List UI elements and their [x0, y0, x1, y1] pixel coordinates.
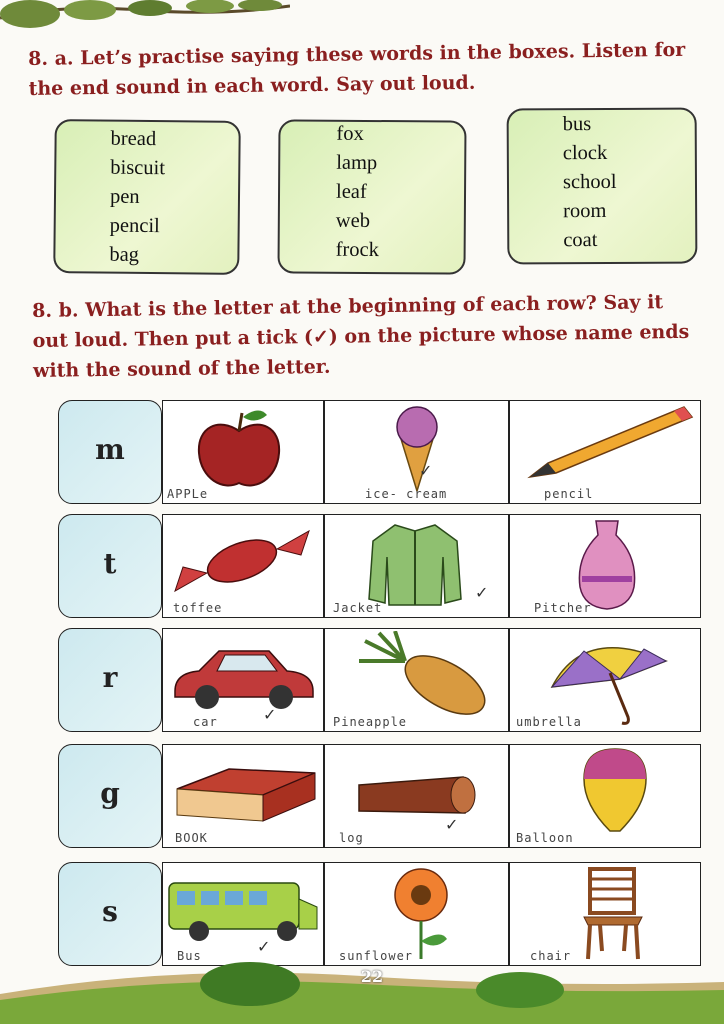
vase-icon — [572, 517, 642, 613]
handwritten-label: car — [193, 715, 218, 729]
tick-mark: ✓ — [257, 937, 271, 956]
word: bag — [109, 243, 140, 266]
bus-icon — [165, 877, 321, 947]
instruction-line: the end sound in each word. Say out loud. — [28, 71, 476, 100]
book-icon — [169, 749, 319, 829]
handwritten-label: Pitcher — [534, 601, 592, 615]
picture-cell[interactable] — [324, 514, 509, 618]
word: biscuit — [110, 156, 166, 180]
picture-cell[interactable] — [162, 400, 324, 504]
row-letter: s — [102, 895, 118, 928]
picture-cell[interactable] — [162, 514, 324, 618]
word: fox — [336, 122, 364, 145]
pineapple-icon — [355, 631, 495, 721]
word: bread — [110, 127, 157, 151]
handwritten-label: ice- cream — [365, 487, 448, 501]
word: leaf — [335, 180, 367, 203]
picture-cell[interactable] — [324, 744, 509, 848]
handwritten-label: Bus — [177, 949, 202, 963]
grass-decoration — [0, 954, 724, 1024]
picture-cell[interactable] — [509, 514, 701, 618]
handwritten-label: BOOK — [175, 831, 208, 845]
picture-cell[interactable] — [509, 862, 701, 966]
picture-cell[interactable] — [162, 862, 324, 966]
picture-cell[interactable] — [509, 744, 701, 848]
word: room — [563, 199, 607, 223]
tree-branch-decoration — [0, 0, 290, 36]
exercise-row — [58, 744, 702, 848]
handwritten-label: APPLe — [167, 487, 209, 501]
handwritten-label: Balloon — [516, 831, 574, 845]
instruction-line: 8. b. What is the letter at the beginning of each row? Say it — [32, 291, 664, 322]
handwritten-label: sunflower — [339, 949, 414, 963]
handwritten-label: pencil — [544, 487, 594, 501]
instruction-line: 8. a. Let’s practise saying these words in the boxes. Listen for — [28, 38, 686, 70]
word: coat — [563, 229, 598, 252]
letter-box — [58, 744, 162, 848]
row-letter: m — [95, 433, 125, 466]
pencil-icon — [524, 403, 694, 483]
handwritten-label: Pineapple — [333, 715, 408, 729]
balloon-icon — [580, 745, 650, 841]
picture-cell[interactable] — [509, 628, 701, 732]
word: school — [562, 170, 617, 194]
picture-cell[interactable] — [162, 628, 324, 732]
word: bus — [562, 113, 592, 136]
word-box — [53, 119, 241, 275]
handwritten-label: toffee — [173, 601, 223, 615]
log-icon — [351, 771, 481, 821]
row-letter: r — [102, 661, 118, 694]
page-number: 22 — [360, 967, 384, 986]
exercise-row — [58, 862, 702, 966]
picture-cell[interactable] — [162, 744, 324, 848]
word: pencil — [109, 214, 160, 238]
exercise-row — [58, 400, 702, 504]
instruction-line: out loud. Then put a tick (✓) on the picture whose name ends — [32, 320, 690, 352]
letter-box — [58, 400, 162, 504]
instruction-line: with the sound of the letter. — [32, 355, 331, 382]
letter-box — [58, 628, 162, 732]
exercise-row — [58, 628, 702, 732]
word-box — [507, 108, 698, 265]
tick-mark: ✓ — [445, 815, 459, 834]
umbrella-icon — [544, 631, 674, 727]
handwritten-label: umbrella — [516, 715, 582, 729]
toffee-icon — [167, 521, 317, 601]
tick-mark: ✓ — [263, 705, 277, 724]
picture-cell[interactable] — [324, 628, 509, 732]
handwritten-label: chair — [530, 949, 572, 963]
word: pen — [109, 185, 140, 208]
exercise-row — [58, 514, 702, 618]
section-b-instructions — [32, 287, 690, 386]
car-icon — [169, 643, 319, 713]
tick-mark: ✓ — [475, 583, 489, 602]
ice-cream-icon — [387, 401, 447, 493]
picture-cell[interactable] — [509, 400, 701, 504]
word: frock — [335, 238, 379, 262]
section-a-instructions — [28, 35, 686, 104]
letter-box — [58, 862, 162, 966]
row-letter: g — [100, 777, 120, 810]
word-box — [277, 119, 466, 274]
handwritten-label: Jacket — [333, 601, 383, 615]
picture-cell[interactable] — [324, 400, 509, 504]
handwritten-label: log — [339, 831, 364, 845]
tick-mark: ✓ — [419, 461, 433, 480]
sunflower-icon — [381, 865, 461, 961]
jacket-icon — [365, 517, 465, 609]
word: web — [335, 209, 371, 232]
letter-box — [58, 514, 162, 618]
word: lamp — [336, 151, 378, 175]
row-letter: t — [103, 547, 117, 580]
word: clock — [562, 141, 608, 165]
picture-cell[interactable] — [324, 862, 509, 966]
apple-icon — [189, 403, 289, 493]
chair-icon — [580, 865, 650, 961]
